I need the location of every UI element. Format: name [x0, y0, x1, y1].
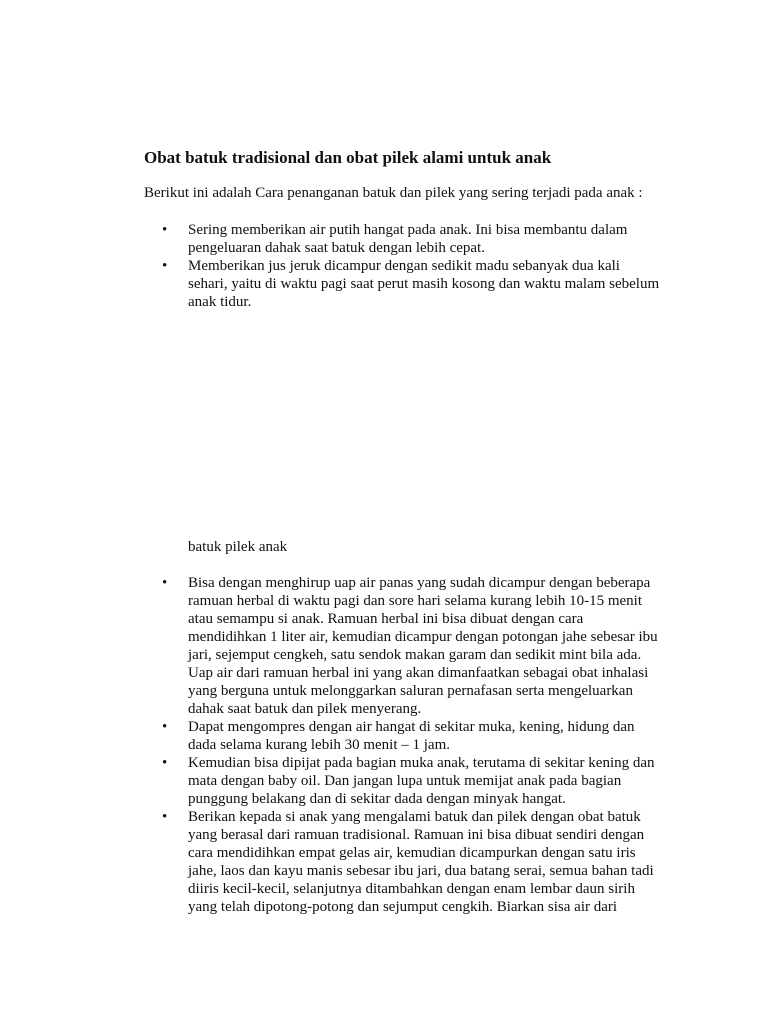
list-item — [162, 257, 672, 311]
image-caption: batuk pilek anak — [188, 539, 288, 555]
bullet-icon: • — [162, 755, 168, 771]
list-item-line: Bisa dengan menghirup uap air panas yang sudah dicampur dengan beberapa — [188, 575, 651, 591]
document-title: Obat batuk tradisional dan obat pilek alami untuk anak — [144, 148, 552, 167]
list-item-line: cara mendidihkan empat gelas air, kemudian dicampurkan dengan satu iris — [188, 845, 636, 861]
list-item-line: Berikan kepada si anak yang mengalami batuk dan pilek dengan obat batuk — [188, 809, 641, 825]
list-item-line: ramuan herbal di waktu pagi dan sore hari selama kurang lebih 10-15 menit — [188, 593, 643, 609]
list-item-line: dahak saat batuk dan pilek menyerang. — [188, 701, 422, 717]
bullet-icon: • — [162, 222, 168, 238]
list-item-line: Uap air dari ramuan herbal ini yang akan dimanfaatkan sebagai obat inhalasi — [188, 665, 649, 681]
list-item — [162, 808, 672, 916]
list-item-line: Memberikan jus jeruk dicampur dengan sedikit madu sebanyak dua kali — [188, 258, 620, 274]
list-item-line: anak tidur. — [188, 294, 252, 310]
list-item-line: diiris kecil-kecil, selanjutnya ditambahkan dengan enam lembar daun sirih — [188, 881, 635, 897]
bullet-list-2 — [162, 574, 672, 916]
list-item-line: atau semampu si anak. Ramuan herbal ini bisa dibuat dengan cara — [188, 611, 584, 627]
list-item — [162, 574, 672, 718]
list-item-line: punggung belakang dan di sekitar dada dengan minyak hangat. — [188, 791, 566, 807]
list-item-line: jahe, laos dan kayu manis sebesar ibu jari, dua batang serai, semua bahan tadi — [188, 863, 654, 879]
list-item-line: mendidihkan 1 liter air, kemudian dicampur dengan potongan jahe sebesar ibu — [188, 629, 658, 645]
list-item-line: jari, sejemput cengkeh, satu sendok makan garam dan sedikit mint bila ada. — [188, 647, 642, 663]
list-item-line: yang berguna untuk melonggarkan saluran pernafasan serta mengeluarkan — [188, 683, 633, 699]
bullet-icon: • — [162, 719, 168, 735]
intro-paragraph: Berikut ini adalah Cara penanganan batuk dan pilek yang sering terjadi pada anak : — [144, 185, 643, 201]
list-item-line: mata dengan baby oil. Dan jangan lupa untuk memijat anak pada bagian — [188, 773, 622, 789]
list-item-line: Sering memberikan air putih hangat pada anak. Ini bisa membantu dalam — [188, 222, 628, 238]
bullet-icon: • — [162, 258, 168, 274]
list-item — [162, 221, 672, 257]
list-item-line: pengeluaran dahak saat batuk dengan lebih cepat. — [188, 240, 485, 256]
list-item-line: sehari, yaitu di waktu pagi saat perut masih kosong dan waktu malam sebelum — [188, 276, 660, 292]
list-item-line: yang berasal dari ramuan tradisional. Ramuan ini bisa dibuat sendiri dengan — [188, 827, 645, 843]
bullet-icon: • — [162, 809, 168, 825]
list-item-line: Kemudian bisa dipijat pada bagian muka anak, terutama di sekitar kening dan — [188, 755, 655, 771]
bullet-list-1 — [162, 221, 672, 311]
list-item — [162, 754, 672, 808]
list-item — [162, 718, 672, 754]
list-item-line: yang telah dipotong-potong dan sejumput cengkih. Biarkan sisa air dari — [188, 899, 618, 915]
bullet-icon: • — [162, 575, 168, 591]
list-item-line: Dapat mengompres dengan air hangat di sekitar muka, kening, hidung dan — [188, 719, 635, 735]
list-item-line: dada selama kurang lebih 30 menit – 1 jam. — [188, 737, 451, 753]
